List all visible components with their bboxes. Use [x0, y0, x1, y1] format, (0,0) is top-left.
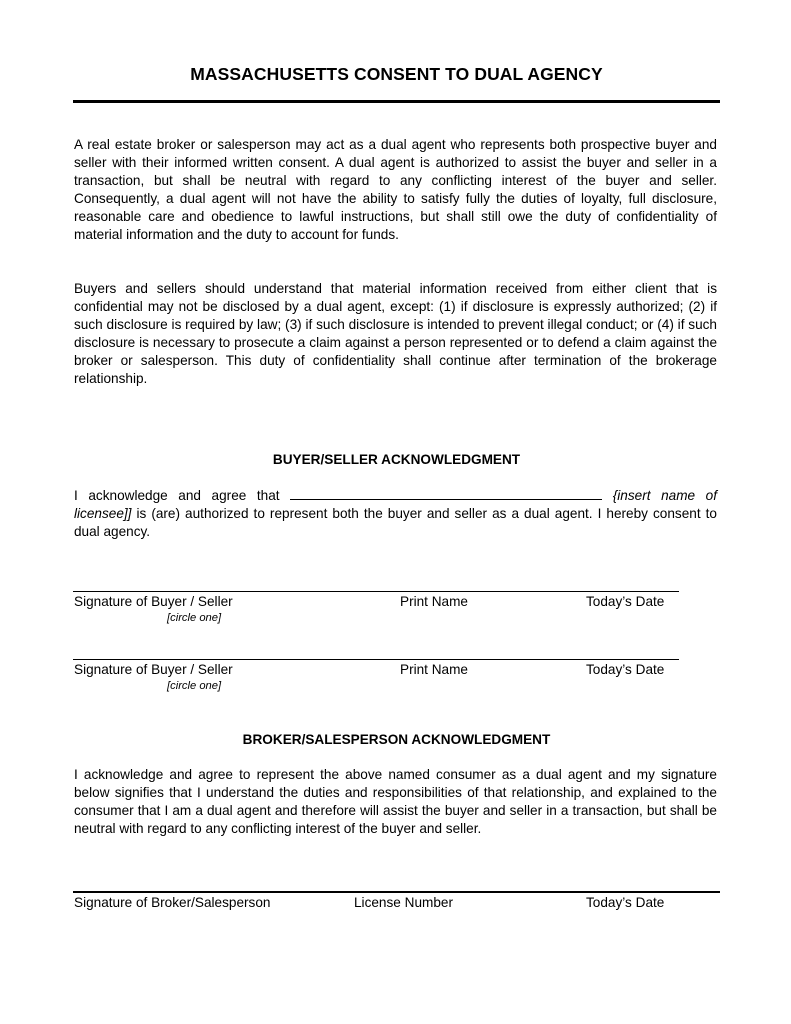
- todays-date-label-2: Today’s Date: [586, 662, 665, 677]
- signature-buyer-seller-label-2: Signature of Buyer / Seller: [74, 662, 233, 677]
- buyer-seller-heading: BUYER/SELLER ACKNOWLEDGMENT: [272, 452, 521, 467]
- buyer-seller-acknowledgment-text: [74, 487, 717, 541]
- broker-acknowledgment-text: I acknowledge and agree to represent the above named consumer as a dual agent and my signature below signifies that I understand the duties and responsibilities of that relationship, and explained to the consumer that I am a dual agent and therefore will assist the buyer and seller in a transaction, but shall be neutral with regard to any conflicting interest of the buyer and seller.: [74, 767, 717, 836]
- circle-one-note-2: [circle one]: [167, 680, 222, 692]
- buyer-seller-signature-line-1[interactable]: [73, 591, 679, 592]
- broker-salesperson-heading: BROKER/SALESPERSON ACKNOWLEDGMENT: [242, 732, 551, 747]
- confidentiality-paragraph: Buyers and sellers should understand that material information received from either client that is confidential may not be disclosed by a dual agent, except: (1) if disclosure is expressly authorized; (2) if such disclosure is required by law; (3) if such disclosure is intended to prevent illegal conduct; or (4) if such disclosure is necessary to prosecute a claim against a person represented or to defend a claim against the broker or salesperson. This duty of confidentiality shall continue after termination of the brokerage relationship.: [74, 281, 717, 386]
- ack-text-end: is (are) authorized to represent both the buyer and seller as a dual agent. I hereby consent to dual agency.: [74, 506, 717, 539]
- broker-signature-line[interactable]: [73, 891, 720, 893]
- circle-one-note-1: [circle one]: [167, 612, 222, 624]
- document-title: MASSACHUSETTS CONSENT TO DUAL AGENCY: [190, 64, 603, 84]
- broker-date-label: Today’s Date: [586, 895, 665, 910]
- signature-broker-label: Signature of Broker/Salesperson: [74, 895, 271, 910]
- licensee-name-blank[interactable]: [290, 487, 602, 500]
- license-number-label: License Number: [354, 895, 453, 910]
- insert-licensee-note: {insert name of licensee]]: [74, 488, 717, 521]
- dual-agent-definition-paragraph: A real estate broker or salesperson may act as a dual agent who represents both prospective buyer and seller with their informed written consent. A dual agent is authorized to assist the buyer and seller in a transaction, but shall be neutral with regard to any conflicting interest of the buyer and seller. Consequently, a dual agent will not have the ability to satisfy fully the duties of loyalty, full disclosure, reasonable care and obedience to lawful instructions, but shall still owe the duty of confidentiality of material information and the duty to account for funds.: [74, 137, 717, 242]
- print-name-label-1: Print Name: [400, 594, 468, 609]
- title-underline: [73, 100, 720, 103]
- ack-text-start: I acknowledge and agree that: [74, 488, 291, 503]
- signature-buyer-seller-label-1: Signature of Buyer / Seller: [74, 594, 233, 609]
- print-name-label-2: Print Name: [400, 662, 468, 677]
- todays-date-label-1: Today’s Date: [586, 594, 665, 609]
- buyer-seller-signature-line-2[interactable]: [73, 659, 679, 660]
